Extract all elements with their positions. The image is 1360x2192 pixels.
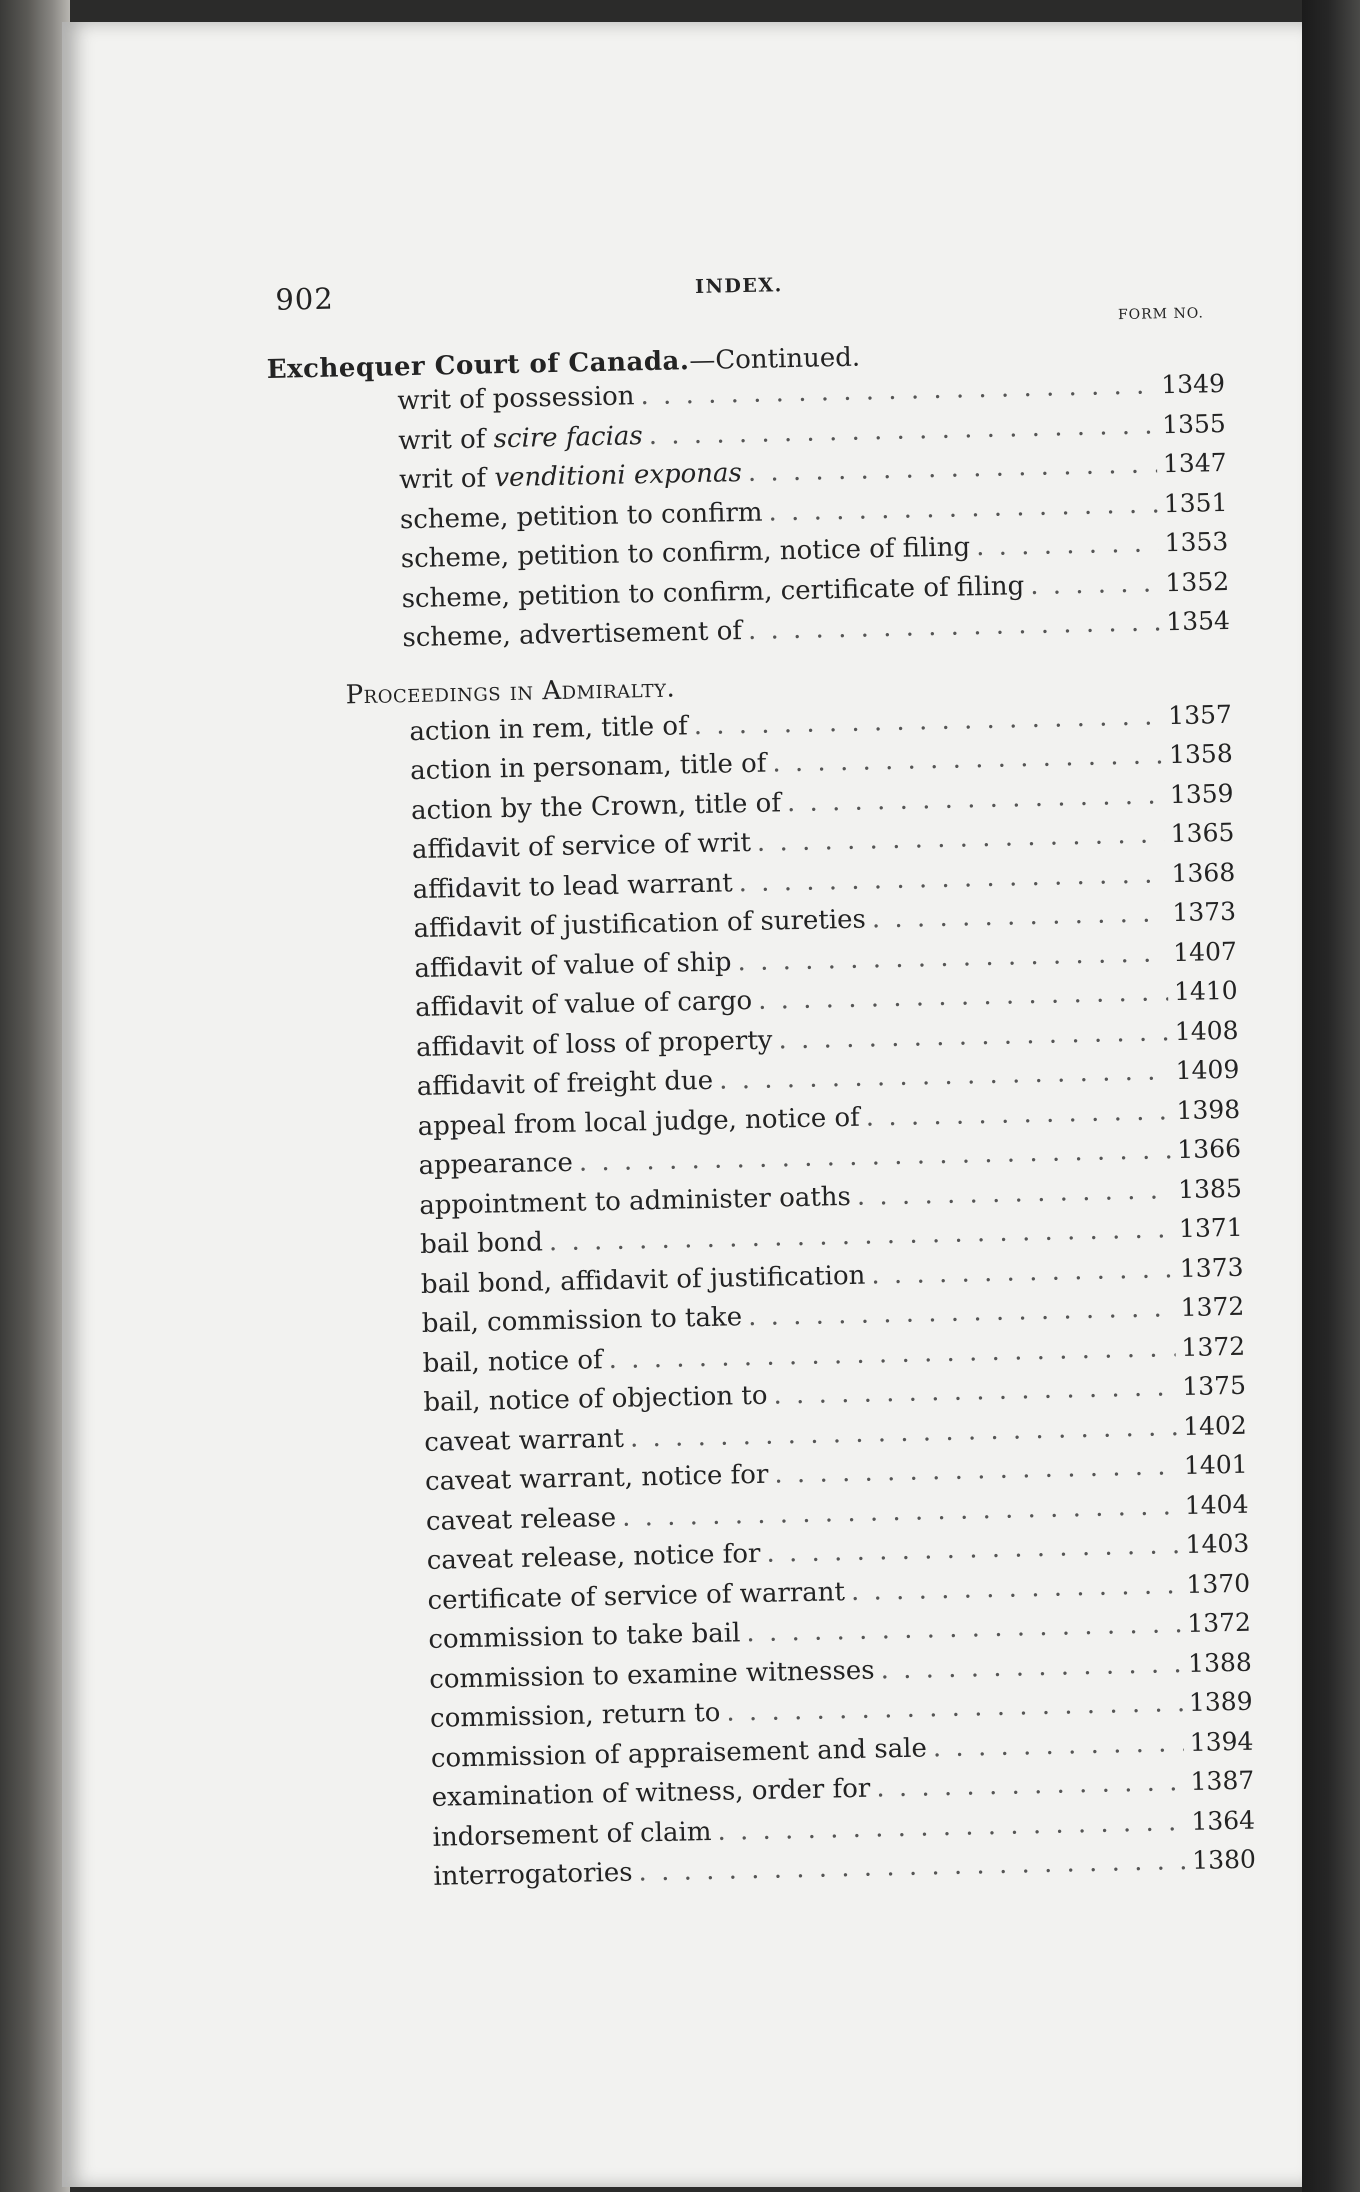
entry-text: commission, return to xyxy=(429,1697,721,1734)
form-number: 1402 xyxy=(1182,1410,1248,1441)
form-number: 1394 xyxy=(1189,1726,1254,1757)
leader-dots xyxy=(851,1570,1181,1607)
form-number: 1352 xyxy=(1165,566,1230,597)
running-head: INDEX. xyxy=(694,274,783,298)
form-number: 1409 xyxy=(1175,1054,1240,1086)
entry-text: caveat warrant xyxy=(424,1423,625,1458)
book-right-edge xyxy=(1302,0,1360,2192)
form-number: 1388 xyxy=(1187,1647,1253,1678)
form-number: 1371 xyxy=(1178,1212,1243,1244)
entry-text: affidavit of loss of property xyxy=(415,1025,773,1063)
index-page-text xyxy=(265,263,1257,1904)
section-title-text: Exchequer Court of Canada. xyxy=(266,346,690,385)
entry-text: certificate of service of warrant xyxy=(427,1576,846,1616)
entry-text-plain: writ of xyxy=(398,423,494,456)
form-number: 1375 xyxy=(1182,1370,1247,1402)
entry-text: affidavit of freight due xyxy=(416,1065,714,1102)
exchequer-entries xyxy=(267,368,1231,665)
entry-text: action by the Crown, title of xyxy=(410,787,782,826)
form-number: 1385 xyxy=(1177,1173,1243,1204)
form-number: 1404 xyxy=(1184,1489,1249,1520)
leader-dots xyxy=(857,1175,1173,1212)
form-number: 1398 xyxy=(1176,1094,1241,1125)
form-number: 1359 xyxy=(1169,778,1234,809)
entry-text: commission of appraisement and sale xyxy=(430,1732,928,1774)
entry-text-plain: writ of xyxy=(398,463,495,496)
form-number: 1403 xyxy=(1185,1528,1250,1559)
form-number: 1389 xyxy=(1188,1686,1253,1717)
form-number: 1349 xyxy=(1161,368,1226,400)
entry-text: affidavit of service of writ xyxy=(411,827,752,866)
leader-dots xyxy=(876,1767,1185,1803)
entry-text xyxy=(398,421,643,456)
entry-text: scheme, petition to confirm, certificate of filing xyxy=(401,570,1025,614)
form-number: 1372 xyxy=(1186,1607,1252,1638)
admiralty-entries xyxy=(274,699,1257,1905)
leader-dots xyxy=(1030,568,1160,601)
section-continued: —Continued. xyxy=(689,342,861,377)
entry-text: affidavit to lead warrant xyxy=(412,867,733,905)
form-number: 1368 xyxy=(1171,857,1236,888)
leader-dots xyxy=(872,898,1167,934)
entry-text: affidavit of justification of sureties xyxy=(413,904,867,945)
entry-text: scheme, advertisement of xyxy=(402,616,743,654)
form-number: 1410 xyxy=(1173,975,1238,1007)
form-number: 1387 xyxy=(1190,1765,1255,1796)
form-number: 1407 xyxy=(1172,936,1238,967)
form-number: 1401 xyxy=(1183,1449,1248,1481)
entry-text: bail, notice of xyxy=(422,1344,603,1379)
form-number: 1408 xyxy=(1174,1015,1239,1046)
page-number: 902 xyxy=(274,281,335,317)
form-number: 1372 xyxy=(1181,1331,1246,1362)
entry-text: caveat release, notice for xyxy=(426,1538,761,1576)
entry-text: interrogatories xyxy=(433,1857,633,1892)
form-number: 1355 xyxy=(1161,408,1227,439)
book-left-edge xyxy=(0,0,70,2192)
entry-text: affidavit of value of cargo xyxy=(414,985,753,1024)
entry-text: commission to take bail xyxy=(428,1618,741,1655)
entry-text: action in personam, title of xyxy=(409,748,767,787)
form-number: 1347 xyxy=(1162,447,1227,479)
form-no-label: FORM NO. xyxy=(1117,305,1205,324)
leader-dots xyxy=(871,1254,1174,1290)
form-number: 1380 xyxy=(1191,1844,1257,1875)
entry-text: writ of possession xyxy=(397,381,635,417)
entry-text-italic: venditioni exponas xyxy=(494,458,743,494)
entry-text: affidavit of value of ship xyxy=(414,946,732,984)
form-number: 1373 xyxy=(1179,1252,1244,1283)
form-number: 1351 xyxy=(1163,487,1228,518)
form-number: 1365 xyxy=(1170,817,1235,849)
form-number: 1364 xyxy=(1191,1805,1256,1836)
form-number: 1372 xyxy=(1180,1291,1245,1323)
entry-text: scheme, petition to confirm, notice of filing xyxy=(400,532,971,575)
entry-text: appearance xyxy=(418,1147,574,1181)
form-number: 1357 xyxy=(1167,699,1233,730)
leader-dots xyxy=(880,1649,1182,1685)
entry-text: indorsement of claim xyxy=(432,1816,712,1853)
entry-text: caveat warrant, notice for xyxy=(424,1459,769,1497)
leader-dots xyxy=(976,528,1159,562)
entry-text: commission to examine witnesses xyxy=(428,1655,875,1695)
entry-text: bail, commission to take xyxy=(421,1302,743,1339)
entry-text: appointment to administer oaths xyxy=(419,1181,852,1221)
entry-text: bail, notice of objection to xyxy=(423,1380,768,1418)
entry-text: bail bond xyxy=(419,1227,544,1260)
entry-text: action in rem, title of xyxy=(409,710,688,747)
entry-text-italic: scire facias xyxy=(493,420,644,454)
entry-text xyxy=(399,458,742,495)
form-number: 1366 xyxy=(1177,1133,1242,1165)
entry-text: bail bond, affidavit of justification xyxy=(420,1260,866,1300)
form-number: 1358 xyxy=(1168,738,1233,770)
form-number: 1373 xyxy=(1172,896,1237,928)
entry-text: examination of witness, order for xyxy=(431,1773,871,1813)
entry-text: scheme, petition to confirm xyxy=(399,497,763,535)
entry-text: appeal from local judge, notice of xyxy=(417,1102,861,1142)
entry-text: caveat release xyxy=(425,1502,617,1537)
leader-dots xyxy=(865,1096,1170,1132)
admiralty-heading: Proceedings in Admiralty. xyxy=(345,673,676,710)
form-number: 1353 xyxy=(1164,526,1229,558)
form-number: 1370 xyxy=(1186,1568,1251,1599)
leader-dots xyxy=(933,1728,1185,1763)
form-number: 1354 xyxy=(1165,605,1231,637)
